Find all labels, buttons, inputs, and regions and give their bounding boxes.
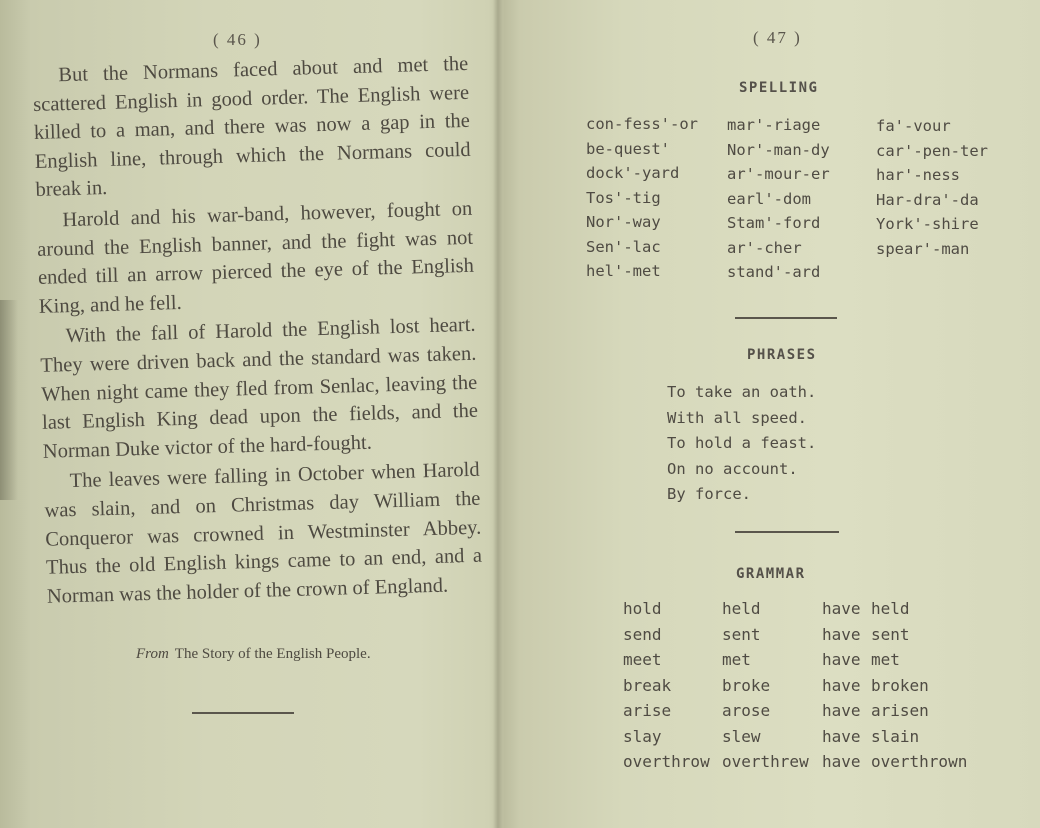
grammar-present: slay [623, 726, 662, 746]
grammar-auxiliary: have [822, 752, 861, 771]
grammar-past: arose [722, 701, 771, 720]
story-paragraph: The leaves were falling in October when Harold was slain, and on Christmas day William the Conqueror was crowned in Westminster Abbey. Thus the old English kings came to an end, and a Norman was the holder of the crown of England. [44, 458, 483, 608]
grammar-participle: overthrown [871, 752, 968, 771]
grammar-auxiliary: have [822, 599, 861, 618]
spelling-word: Nor'-man-dy [727, 140, 830, 159]
phrase-item: With all speed. [667, 408, 807, 427]
spelling-word: Nor'-way [586, 213, 661, 231]
spelling-word: Stam'-ford [727, 214, 821, 232]
spelling-word: car'-pen-ter [876, 141, 988, 160]
grammar-auxiliary: have [822, 726, 861, 746]
grammar-present: break [623, 675, 672, 695]
spelling-word: Har-dra'-da [876, 190, 979, 209]
phrase-item: To take an oath. [667, 383, 817, 401]
right-page [500, 0, 1040, 828]
spelling-word: ar'-cher [727, 238, 802, 257]
spelling-word: Sen'-lac [586, 237, 661, 256]
right-page-number: ( 47 ) [753, 28, 802, 47]
phrase-item: By force. [667, 485, 751, 503]
spelling-column [727, 113, 830, 285]
grammar-past: slew [722, 726, 761, 746]
spelling-word: be-quest' [586, 139, 670, 158]
story-paragraph: But the Normans faced about and met the scattered English in good order. The English were killed to a man, and there was now a gap in the English line, through which the Normans could break in. [32, 52, 471, 202]
spelling-word: fa'-vour [876, 117, 951, 135]
grammar-present: send [623, 624, 662, 644]
grammar-auxiliary: have [822, 675, 861, 695]
spelling-heading: SPELLING [739, 80, 819, 96]
grammar-present: overthrow [623, 752, 710, 771]
spelling-word: earl'-dom [727, 189, 811, 208]
grammar-participle: sent [871, 624, 910, 644]
grammar-past: met [722, 650, 751, 669]
grammar-participle: broken [871, 675, 929, 695]
spelling-column [586, 112, 698, 284]
section-divider [735, 531, 839, 533]
left-page-number: ( 46 ) [213, 30, 262, 49]
grammar-heading: GRAMMAR [736, 566, 806, 582]
spelling-word: dock'-yard [586, 164, 680, 182]
grammar-present: hold [623, 599, 662, 618]
story-attribution [136, 646, 371, 663]
spelling-word: con-fess'-or [586, 115, 698, 133]
spelling-word: hel'-met [586, 262, 661, 280]
spelling-word: mar'-riage [727, 116, 821, 134]
section-divider [192, 712, 294, 714]
spelling-word: York'-shire [876, 215, 979, 233]
story-text [32, 50, 483, 613]
grammar-auxiliary: have [822, 624, 861, 644]
spelling-word: ar'-mour-er [727, 165, 830, 183]
grammar-participle: slain [871, 726, 920, 746]
spelling-column [876, 114, 988, 261]
grammar-present: meet [623, 650, 662, 669]
section-divider [735, 317, 837, 319]
grammar-past: held [722, 599, 761, 618]
grammar-participle: met [871, 650, 900, 669]
spelling-word: spear'-man [876, 239, 970, 258]
phrases-list [667, 380, 816, 508]
phrase-item: On no account. [667, 459, 798, 478]
grammar-past: overthrew [722, 752, 809, 771]
grammar-present: arise [623, 701, 672, 720]
grammar-participle: held [871, 599, 910, 618]
attribution-prefix: From [136, 646, 169, 662]
grammar-participle: arisen [871, 701, 929, 720]
story-paragraph: Harold and his war-band, however, fought on around the English banner, and the fight was not ended till an arrow pierced the eye of the English King, and he fell. [36, 197, 475, 318]
phrases-heading: PHRASES [747, 347, 817, 363]
attribution-title: The Story of the English People. [174, 646, 371, 662]
spelling-word: Tos'-tig [586, 188, 661, 207]
spelling-word: har'-ness [876, 166, 960, 184]
story-paragraph: With the fall of Harold the English lost heart. They were driven back and the standard was taken. When night came they fled from Senlac, leaving the last English King dead upon the fields, and the Norman Duke victor of the hard-fought. [40, 314, 479, 463]
spelling-word: stand'-ard [727, 263, 821, 281]
grammar-past: broke [722, 675, 771, 695]
left-page [0, 0, 500, 828]
grammar-auxiliary: have [822, 650, 861, 669]
phrase-item: To hold a feast. [667, 434, 817, 452]
grammar-past: sent [722, 624, 761, 644]
grammar-auxiliary: have [822, 701, 861, 720]
